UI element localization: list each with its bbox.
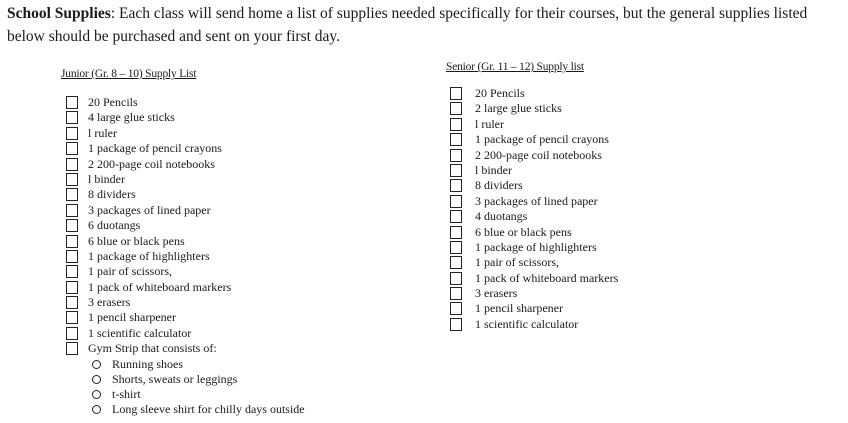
- intro-paragraph: [7, 2, 845, 48]
- senior-item-label: 2 large glue sticks: [475, 101, 562, 116]
- checkbox[interactable]: [66, 127, 78, 140]
- junior-item-label: 3 packages of lined paper: [88, 202, 211, 217]
- senior-item[interactable]: [450, 179, 770, 194]
- senior-item[interactable]: [450, 133, 770, 148]
- checkbox[interactable]: [66, 142, 78, 155]
- checkbox[interactable]: [66, 204, 78, 217]
- senior-item-label: 1 package of pencil crayons: [475, 132, 609, 147]
- junior-item[interactable]: [66, 250, 386, 265]
- senior-item-label: 3 packages of lined paper: [475, 193, 598, 208]
- checkbox[interactable]: [450, 179, 462, 192]
- checkbox[interactable]: [450, 302, 462, 315]
- senior-item-label: 2 200-page coil notebooks: [475, 147, 602, 162]
- gym-item-label: Running shoes: [112, 357, 184, 371]
- checkbox[interactable]: [450, 287, 462, 300]
- junior-item-label: 6 blue or black pens: [88, 233, 185, 248]
- junior-item[interactable]: [66, 296, 386, 311]
- intro-lead: School Supplies: [7, 5, 111, 22]
- senior-checklist: [450, 87, 770, 333]
- junior-item-label: l ruler: [88, 125, 117, 140]
- junior-item-label: 1 package of highlighters: [88, 248, 210, 263]
- checkbox[interactable]: [450, 133, 462, 146]
- gym-item: [92, 402, 305, 417]
- senior-item-label: 4 duotangs: [475, 209, 528, 224]
- checkbox[interactable]: [450, 149, 462, 162]
- senior-item[interactable]: [450, 195, 770, 210]
- intro-text: : Each class will send home a list of supplies needed specifically for their courses, but the general supplies listed below should be purchased and sent on your first day.: [7, 5, 808, 45]
- junior-item[interactable]: [66, 188, 386, 203]
- junior-item-label: l binder: [88, 171, 125, 186]
- junior-item-label: 1 pencil sharpener: [88, 310, 176, 325]
- senior-item[interactable]: [450, 87, 770, 102]
- junior-item[interactable]: [66, 265, 386, 280]
- gym-item: [92, 387, 141, 402]
- junior-item-label: 4 large glue sticks: [88, 110, 175, 125]
- gym-item-label: t-shirt: [112, 387, 141, 401]
- checkbox[interactable]: [66, 296, 78, 309]
- junior-checklist: [66, 96, 386, 358]
- junior-list-title: Junior (Gr. 8 – 10) Supply List: [61, 68, 197, 80]
- checkbox[interactable]: [66, 111, 78, 124]
- checkbox[interactable]: [450, 87, 462, 100]
- senior-item-label: 1 scientific calculator: [475, 316, 579, 331]
- senior-item[interactable]: [450, 241, 770, 256]
- senior-item[interactable]: [450, 256, 770, 271]
- checkbox[interactable]: [450, 210, 462, 223]
- checkbox[interactable]: [450, 195, 462, 208]
- senior-item-label: 1 package of highlighters: [475, 239, 597, 254]
- junior-item-label: 3 erasers: [88, 295, 131, 310]
- junior-item-label: 1 scientific calculator: [88, 325, 192, 340]
- checkbox[interactable]: [66, 327, 78, 340]
- junior-item[interactable]: [66, 281, 386, 296]
- checkbox[interactable]: [66, 188, 78, 201]
- junior-item[interactable]: [66, 327, 386, 342]
- checkbox[interactable]: [66, 311, 78, 324]
- gym-item: [92, 372, 237, 387]
- senior-item-label: 1 pencil sharpener: [475, 301, 563, 316]
- gym-item: [92, 357, 183, 372]
- checkbox[interactable]: [66, 265, 78, 278]
- checkbox[interactable]: [450, 226, 462, 239]
- senior-item[interactable]: [450, 318, 770, 333]
- senior-item[interactable]: [450, 287, 770, 302]
- junior-item-label: 20 Pencils: [88, 95, 138, 109]
- senior-item-label: l ruler: [475, 116, 504, 131]
- senior-item[interactable]: [450, 164, 770, 179]
- senior-item-label: 1 pair of scissors,: [475, 255, 559, 270]
- gym-item-label: Shorts, sweats or leggings: [112, 372, 238, 386]
- junior-item[interactable]: [66, 142, 386, 157]
- checkbox[interactable]: [66, 219, 78, 232]
- circle-bullet-icon: [92, 390, 101, 399]
- senior-item-label: 8 dividers: [475, 178, 523, 193]
- junior-item-label: Gym Strip that consists of:: [88, 341, 217, 356]
- junior-item-label: 1 pair of scissors,: [88, 264, 172, 279]
- checkbox[interactable]: [66, 158, 78, 171]
- senior-item[interactable]: [450, 226, 770, 241]
- junior-item[interactable]: [66, 173, 386, 188]
- checkbox[interactable]: [66, 96, 78, 109]
- junior-item[interactable]: [66, 96, 386, 111]
- circle-bullet-icon: [92, 405, 101, 414]
- gym-item-label: Long sleeve shirt for chilly days outside: [112, 402, 305, 416]
- checkbox[interactable]: [450, 164, 462, 177]
- senior-item[interactable]: [450, 118, 770, 133]
- checkbox[interactable]: [66, 250, 78, 263]
- checkbox[interactable]: [450, 102, 462, 115]
- junior-item-label: 1 pack of whiteboard markers: [88, 279, 232, 294]
- senior-item-label: 20 Pencils: [475, 86, 525, 100]
- checkbox[interactable]: [66, 173, 78, 186]
- senior-item[interactable]: [450, 272, 770, 287]
- checkbox[interactable]: [66, 281, 78, 294]
- circle-bullet-icon: [92, 360, 101, 369]
- senior-item-label: l binder: [475, 162, 512, 177]
- checkbox[interactable]: [450, 118, 462, 131]
- junior-item[interactable]: [66, 342, 386, 357]
- checkbox[interactable]: [450, 318, 462, 331]
- checkbox[interactable]: [450, 241, 462, 254]
- checkbox[interactable]: [450, 256, 462, 269]
- senior-item[interactable]: [450, 210, 770, 225]
- checkbox[interactable]: [450, 272, 462, 285]
- checkbox[interactable]: [66, 235, 78, 248]
- senior-item-label: 6 blue or black pens: [475, 224, 572, 239]
- junior-item-label: 8 dividers: [88, 187, 136, 202]
- junior-item-label: 1 package of pencil crayons: [88, 141, 222, 156]
- senior-item-label: 3 erasers: [475, 286, 518, 301]
- junior-item[interactable]: [66, 235, 386, 250]
- junior-item[interactable]: [66, 204, 386, 219]
- junior-item[interactable]: [66, 127, 386, 142]
- senior-list-title: Senior (Gr. 11 – 12) Supply list: [446, 61, 584, 73]
- checkbox[interactable]: [66, 342, 78, 355]
- junior-item[interactable]: [66, 219, 386, 234]
- junior-item[interactable]: [66, 311, 386, 326]
- senior-item[interactable]: [450, 302, 770, 317]
- junior-item[interactable]: [66, 111, 386, 126]
- senior-item-label: 1 pack of whiteboard markers: [475, 270, 619, 285]
- junior-item-label: 6 duotangs: [88, 218, 141, 233]
- senior-item[interactable]: [450, 149, 770, 164]
- senior-item[interactable]: [450, 102, 770, 117]
- junior-item-label: 2 200-page coil notebooks: [88, 156, 215, 171]
- circle-bullet-icon: [92, 375, 101, 384]
- junior-item[interactable]: [66, 158, 386, 173]
